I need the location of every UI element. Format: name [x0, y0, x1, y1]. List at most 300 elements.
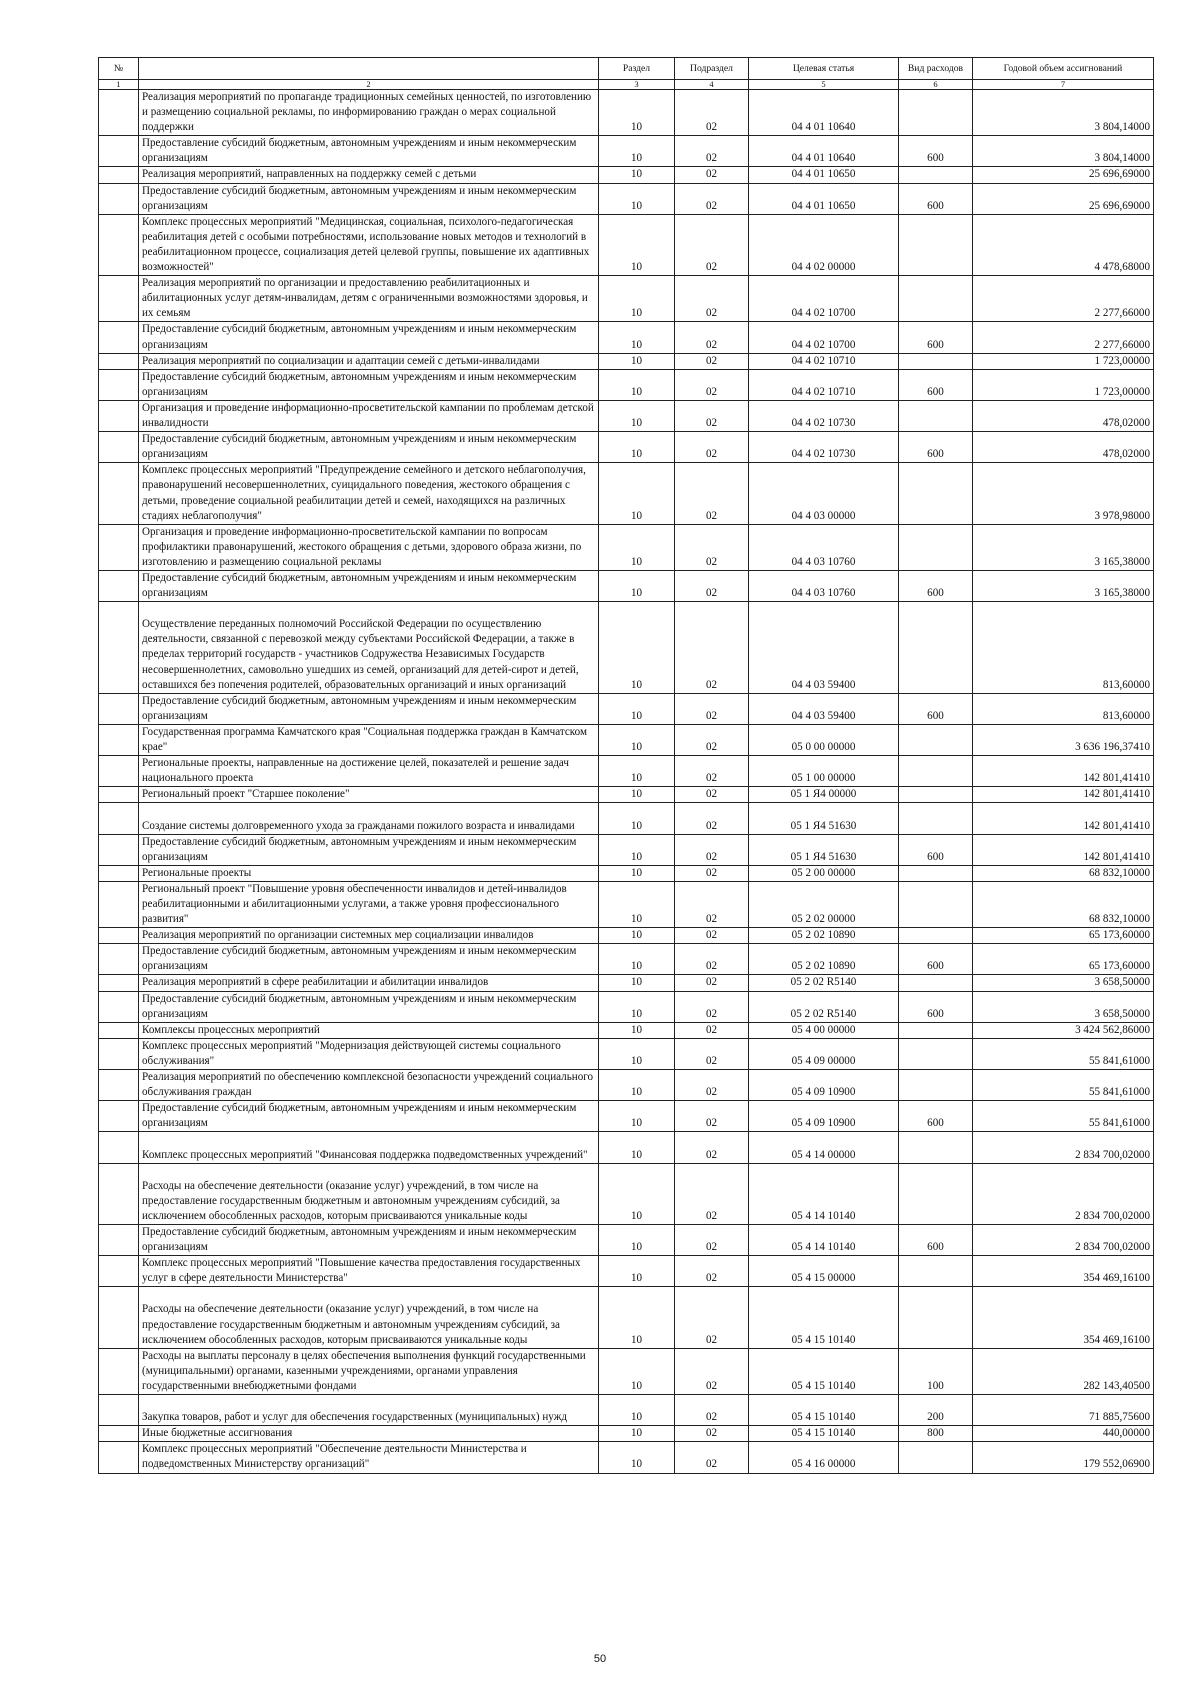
- cell-razdel: 10: [599, 276, 675, 322]
- column-number: 5: [749, 80, 899, 90]
- cell-razdel: 10: [599, 865, 675, 881]
- cell-podrazdel: 02: [675, 1070, 749, 1101]
- cell-name: Предоставление субсидий бюджетным, автономным учреждениям и иным некоммерческим организациям: [139, 1101, 599, 1132]
- cell-csr: 05 4 16 00000: [749, 1442, 899, 1473]
- table-body: [99, 90, 1154, 1474]
- cell-csr: 04 4 03 59400: [749, 602, 899, 694]
- table-row: [99, 1442, 1154, 1473]
- cell-csr: 05 4 14 00000: [749, 1132, 899, 1163]
- table-row: [99, 214, 1154, 275]
- cell-vr: 600: [899, 136, 973, 167]
- cell-amount: 65 173,60000: [973, 928, 1154, 944]
- table-row: [99, 803, 1154, 834]
- cell-name: Комплекс процессных мероприятий "Финансовая поддержка подведомственных учреждений": [139, 1132, 599, 1163]
- cell-name: Региональные проекты: [139, 865, 599, 881]
- cell-num: [99, 90, 139, 136]
- cell-vr: 800: [899, 1426, 973, 1442]
- cell-name: Комплексы процессных мероприятий: [139, 1022, 599, 1038]
- cell-razdel: 10: [599, 136, 675, 167]
- cell-name: Государственная программа Камчатского края "Социальная поддержка граждан в Камчатском крае": [139, 724, 599, 755]
- cell-name: Расходы на обеспечение деятельности (оказание услуг) учреждений, в том числе на предоставление государственным бюджетным и автономным учреждениям субсидий, за исключением обособленных расходов, которым присваиваются уникальные коды: [139, 1163, 599, 1224]
- cell-amount: 142 801,41410: [973, 756, 1154, 787]
- cell-podrazdel: 02: [675, 167, 749, 183]
- table-row: [99, 1163, 1154, 1224]
- cell-name: Расходы на выплаты персоналу в целях обеспечения выполнения функций государственными (муниципальными) органами, казенными учреждениями, органами управления государственными внебюджетными фондами: [139, 1348, 599, 1394]
- cell-amount: 25 696,69000: [973, 183, 1154, 214]
- cell-razdel: 10: [599, 693, 675, 724]
- cell-csr: 05 4 14 10140: [749, 1163, 899, 1224]
- cell-num: [99, 1395, 139, 1426]
- cell-csr: 05 4 14 10140: [749, 1224, 899, 1255]
- cell-podrazdel: 02: [675, 724, 749, 755]
- cell-vr: [899, 1287, 973, 1348]
- cell-vr: [899, 787, 973, 803]
- cell-amount: 3 804,14000: [973, 90, 1154, 136]
- cell-podrazdel: 02: [675, 693, 749, 724]
- table-row: [99, 400, 1154, 431]
- cell-razdel: 10: [599, 353, 675, 369]
- cell-razdel: 10: [599, 183, 675, 214]
- table-row: [99, 724, 1154, 755]
- cell-name: Реализация мероприятий по организации системных мер социализации инвалидов: [139, 928, 599, 944]
- cell-podrazdel: 02: [675, 1348, 749, 1394]
- table-row: [99, 881, 1154, 927]
- cell-name: Комплекс процессных мероприятий "Модернизация действующей системы социального обслуживания": [139, 1038, 599, 1069]
- cell-razdel: 10: [599, 834, 675, 865]
- cell-vr: [899, 463, 973, 524]
- cell-podrazdel: 02: [675, 524, 749, 570]
- cell-vr: 600: [899, 183, 973, 214]
- cell-num: [99, 1101, 139, 1132]
- cell-num: [99, 991, 139, 1022]
- cell-amount: 813,60000: [973, 602, 1154, 694]
- cell-amount: 354 469,16100: [973, 1287, 1154, 1348]
- cell-num: [99, 724, 139, 755]
- cell-name: Предоставление субсидий бюджетным, автономным учреждениям и иным некоммерческим организациям: [139, 944, 599, 975]
- cell-name: Предоставление субсидий бюджетным, автономным учреждениям и иным некоммерческим организациям: [139, 1224, 599, 1255]
- table-row: [99, 693, 1154, 724]
- cell-vr: 600: [899, 369, 973, 400]
- cell-num: [99, 1070, 139, 1101]
- cell-podrazdel: 02: [675, 602, 749, 694]
- cell-num: [99, 1163, 139, 1224]
- cell-name: Комплекс процессных мероприятий "Медицинская, социальная, психолого-педагогическая реабилитация детей с особыми потребностями, использование новых методов и технологий в реабилитационном процессе, социализация детей целевой группы, повышение их адаптивных возможностей": [139, 214, 599, 275]
- cell-csr: 04 4 02 10710: [749, 353, 899, 369]
- cell-amount: 2 277,66000: [973, 322, 1154, 353]
- cell-num: [99, 928, 139, 944]
- cell-razdel: 10: [599, 944, 675, 975]
- cell-podrazdel: 02: [675, 1224, 749, 1255]
- column-number: 1: [99, 80, 139, 90]
- cell-amount: 4 478,68000: [973, 214, 1154, 275]
- cell-num: [99, 183, 139, 214]
- cell-podrazdel: 02: [675, 90, 749, 136]
- table-row: [99, 1022, 1154, 1038]
- cell-vr: [899, 400, 973, 431]
- table-row: [99, 1348, 1154, 1394]
- cell-amount: 478,02000: [973, 400, 1154, 431]
- cell-podrazdel: 02: [675, 1101, 749, 1132]
- cell-razdel: 10: [599, 1022, 675, 1038]
- table-row: [99, 369, 1154, 400]
- cell-podrazdel: 02: [675, 944, 749, 975]
- cell-vr: 600: [899, 1101, 973, 1132]
- cell-name: Предоставление субсидий бюджетным, автономным учреждениям и иным некоммерческим организациям: [139, 369, 599, 400]
- cell-csr: 05 4 09 00000: [749, 1038, 899, 1069]
- table-row: [99, 944, 1154, 975]
- cell-amount: 3 165,38000: [973, 570, 1154, 601]
- cell-amount: 354 469,16100: [973, 1256, 1154, 1287]
- cell-podrazdel: 02: [675, 570, 749, 601]
- cell-vr: [899, 803, 973, 834]
- cell-razdel: 10: [599, 1163, 675, 1224]
- table-row: [99, 353, 1154, 369]
- cell-num: [99, 276, 139, 322]
- cell-num: [99, 570, 139, 601]
- cell-amount: 3 636 196,37410: [973, 724, 1154, 755]
- cell-razdel: 10: [599, 756, 675, 787]
- cell-vr: [899, 214, 973, 275]
- cell-vr: [899, 724, 973, 755]
- cell-csr: 05 4 15 10140: [749, 1348, 899, 1394]
- cell-amount: 65 173,60000: [973, 944, 1154, 975]
- cell-name: Реализация мероприятий по организации и предоставлению реабилитационных и абилитационных услуг детям-инвалидам, детям с ограниченными возможностями здоровья, и их семьям: [139, 276, 599, 322]
- cell-name: Комплекс процессных мероприятий "Обеспечение деятельности Министерства и подведомственных Министерству организаций": [139, 1442, 599, 1473]
- cell-csr: 05 4 15 10140: [749, 1287, 899, 1348]
- cell-amount: 2 834 700,02000: [973, 1224, 1154, 1255]
- cell-razdel: 10: [599, 1426, 675, 1442]
- table-row: [99, 276, 1154, 322]
- cell-amount: 142 801,41410: [973, 834, 1154, 865]
- cell-amount: 142 801,41410: [973, 787, 1154, 803]
- cell-razdel: 10: [599, 400, 675, 431]
- cell-csr: 04 4 02 10710: [749, 369, 899, 400]
- cell-amount: 3 424 562,86000: [973, 1022, 1154, 1038]
- cell-podrazdel: 02: [675, 928, 749, 944]
- cell-podrazdel: 02: [675, 787, 749, 803]
- cell-vr: 600: [899, 570, 973, 601]
- cell-num: [99, 1038, 139, 1069]
- cell-csr: 04 4 03 59400: [749, 693, 899, 724]
- cell-num: [99, 136, 139, 167]
- cell-amount: 55 841,61000: [973, 1070, 1154, 1101]
- header-name: [139, 58, 599, 80]
- cell-num: [99, 1022, 139, 1038]
- cell-razdel: 10: [599, 1224, 675, 1255]
- cell-vr: [899, 1256, 973, 1287]
- cell-csr: 05 4 15 10140: [749, 1426, 899, 1442]
- cell-amount: 71 885,75600: [973, 1395, 1154, 1426]
- cell-podrazdel: 02: [675, 1038, 749, 1069]
- cell-vr: [899, 276, 973, 322]
- cell-name: Реализация мероприятий в сфере реабилитации и абилитации инвалидов: [139, 975, 599, 991]
- table-row: [99, 1395, 1154, 1426]
- table-row: [99, 991, 1154, 1022]
- cell-razdel: 10: [599, 167, 675, 183]
- cell-num: [99, 834, 139, 865]
- cell-razdel: 10: [599, 803, 675, 834]
- table-row: [99, 183, 1154, 214]
- cell-amount: 282 143,40500: [973, 1348, 1154, 1394]
- budget-table: [98, 57, 1154, 1474]
- cell-name: Предоставление субсидий бюджетным, автономным учреждениям и иным некоммерческим организациям: [139, 834, 599, 865]
- cell-num: [99, 803, 139, 834]
- cell-csr: 05 2 00 00000: [749, 865, 899, 881]
- cell-num: [99, 787, 139, 803]
- cell-num: [99, 1256, 139, 1287]
- cell-podrazdel: 02: [675, 1426, 749, 1442]
- cell-csr: 05 2 02 10890: [749, 944, 899, 975]
- cell-num: [99, 602, 139, 694]
- cell-razdel: 10: [599, 787, 675, 803]
- cell-podrazdel: 02: [675, 322, 749, 353]
- cell-csr: 04 4 03 00000: [749, 463, 899, 524]
- column-number: 6: [899, 80, 973, 90]
- column-number: 2: [139, 80, 599, 90]
- cell-razdel: 10: [599, 991, 675, 1022]
- cell-csr: 04 4 01 10640: [749, 90, 899, 136]
- cell-vr: 100: [899, 1348, 973, 1394]
- cell-num: [99, 756, 139, 787]
- cell-amount: 813,60000: [973, 693, 1154, 724]
- table-row: [99, 1426, 1154, 1442]
- cell-csr: 05 1 Я4 00000: [749, 787, 899, 803]
- cell-csr: 05 4 15 00000: [749, 1256, 899, 1287]
- cell-csr: 04 4 02 00000: [749, 214, 899, 275]
- table-row: [99, 975, 1154, 991]
- cell-podrazdel: 02: [675, 463, 749, 524]
- cell-num: [99, 322, 139, 353]
- cell-csr: 05 4 15 10140: [749, 1395, 899, 1426]
- cell-num: [99, 353, 139, 369]
- cell-csr: 05 2 02 R5140: [749, 975, 899, 991]
- cell-vr: [899, 1022, 973, 1038]
- cell-amount: 3 804,14000: [973, 136, 1154, 167]
- cell-vr: [899, 1132, 973, 1163]
- cell-csr: 04 4 02 10700: [749, 276, 899, 322]
- cell-amount: 2 834 700,02000: [973, 1132, 1154, 1163]
- cell-num: [99, 463, 139, 524]
- cell-csr: 05 4 00 00000: [749, 1022, 899, 1038]
- cell-vr: 600: [899, 693, 973, 724]
- cell-razdel: 10: [599, 602, 675, 694]
- cell-name: Предоставление субсидий бюджетным, автономным учреждениям и иным некоммерческим организациям: [139, 322, 599, 353]
- cell-csr: 05 2 02 10890: [749, 928, 899, 944]
- cell-razdel: 10: [599, 1070, 675, 1101]
- cell-podrazdel: 02: [675, 1163, 749, 1224]
- cell-vr: [899, 524, 973, 570]
- cell-podrazdel: 02: [675, 276, 749, 322]
- cell-podrazdel: 02: [675, 1022, 749, 1038]
- cell-csr: 05 0 00 00000: [749, 724, 899, 755]
- cell-csr: 04 4 01 10650: [749, 167, 899, 183]
- cell-razdel: 10: [599, 214, 675, 275]
- cell-csr: 04 4 01 10650: [749, 183, 899, 214]
- page-number: 50: [593, 1653, 607, 1665]
- cell-podrazdel: 02: [675, 432, 749, 463]
- cell-csr: 05 4 09 10900: [749, 1070, 899, 1101]
- cell-razdel: 10: [599, 90, 675, 136]
- cell-podrazdel: 02: [675, 881, 749, 927]
- cell-csr: 04 4 01 10640: [749, 136, 899, 167]
- cell-podrazdel: 02: [675, 975, 749, 991]
- cell-razdel: 10: [599, 1395, 675, 1426]
- cell-num: [99, 1348, 139, 1394]
- cell-razdel: 10: [599, 1038, 675, 1069]
- cell-podrazdel: 02: [675, 1256, 749, 1287]
- table-row: [99, 1101, 1154, 1132]
- cell-podrazdel: 02: [675, 865, 749, 881]
- cell-amount: 3 165,38000: [973, 524, 1154, 570]
- cell-num: [99, 214, 139, 275]
- cell-amount: 3 978,98000: [973, 463, 1154, 524]
- cell-name: Региональный проект "Повышение уровня обеспеченности инвалидов и детей-инвалидов реабилитационными и абилитационными услугами, а также уровня профессионального развития": [139, 881, 599, 927]
- cell-podrazdel: 02: [675, 1287, 749, 1348]
- cell-amount: 25 696,69000: [973, 167, 1154, 183]
- cell-num: [99, 167, 139, 183]
- table-row: [99, 322, 1154, 353]
- cell-razdel: 10: [599, 1101, 675, 1132]
- cell-razdel: 10: [599, 1132, 675, 1163]
- table-row: [99, 1256, 1154, 1287]
- cell-razdel: 10: [599, 524, 675, 570]
- cell-name: Закупка товаров, работ и услуг для обеспечения государственных (муниципальных) нужд: [139, 1395, 599, 1426]
- table-row: [99, 1287, 1154, 1348]
- cell-amount: 68 832,10000: [973, 865, 1154, 881]
- cell-amount: 179 552,06900: [973, 1442, 1154, 1473]
- cell-csr: 04 4 02 10700: [749, 322, 899, 353]
- cell-vr: [899, 167, 973, 183]
- cell-name: Реализация мероприятий по пропаганде традиционных семейных ценностей, по изготовлению и размещению социальной рекламы, по информированию граждан о мерах социальной поддержки: [139, 90, 599, 136]
- cell-podrazdel: 02: [675, 1395, 749, 1426]
- cell-vr: [899, 1163, 973, 1224]
- cell-csr: 05 1 Я4 51630: [749, 834, 899, 865]
- cell-amount: 440,00000: [973, 1426, 1154, 1442]
- cell-csr: 05 2 02 R5140: [749, 991, 899, 1022]
- cell-name: Организация и проведение информационно-просветительской кампании по проблемам детской инвалидности: [139, 400, 599, 431]
- cell-csr: 04 4 03 10760: [749, 524, 899, 570]
- table-row: [99, 90, 1154, 136]
- cell-name: Предоставление субсидий бюджетным, автономным учреждениям и иным некоммерческим организациям: [139, 693, 599, 724]
- cell-podrazdel: 02: [675, 400, 749, 431]
- cell-num: [99, 1442, 139, 1473]
- cell-razdel: 10: [599, 463, 675, 524]
- table-row: [99, 865, 1154, 881]
- cell-vr: [899, 865, 973, 881]
- cell-name: Комплекс процессных мероприятий "Предупреждение семейного и детского неблагополучия, правонарушений несовершеннолетних, суицидального поведения, жестокого обращения с детьми, проведение социальной реабилитации детей и семей, находящихся на различных стадиях неблагополучия": [139, 463, 599, 524]
- cell-name: Создание системы долговременного ухода за гражданами пожилого возраста и инвалидами: [139, 803, 599, 834]
- table-row: [99, 570, 1154, 601]
- table-row: [99, 756, 1154, 787]
- table-row: [99, 602, 1154, 694]
- cell-name: Предоставление субсидий бюджетным, автономным учреждениям и иным некоммерческим организациям: [139, 183, 599, 214]
- cell-vr: 600: [899, 432, 973, 463]
- cell-name: Реализация мероприятий по социализации и адаптации семей с детьми-инвалидами: [139, 353, 599, 369]
- cell-razdel: 10: [599, 1348, 675, 1394]
- cell-vr: [899, 353, 973, 369]
- table-row: [99, 167, 1154, 183]
- cell-num: [99, 1287, 139, 1348]
- cell-amount: 478,02000: [973, 432, 1154, 463]
- cell-name: Реализация мероприятий по обеспечению комплексной безопасности учреждений социального обслуживания граждан: [139, 1070, 599, 1101]
- cell-vr: 600: [899, 1224, 973, 1255]
- cell-name: Комплекс процессных мероприятий "Повышение качества предоставления государственных услуг в сфере деятельности Министерства": [139, 1256, 599, 1287]
- cell-num: [99, 975, 139, 991]
- cell-num: [99, 400, 139, 431]
- cell-csr: 05 1 00 00000: [749, 756, 899, 787]
- cell-razdel: 10: [599, 928, 675, 944]
- header-podrazdel: Подраздел: [675, 58, 749, 80]
- cell-num: [99, 432, 139, 463]
- cell-razdel: 10: [599, 881, 675, 927]
- cell-vr: [899, 1442, 973, 1473]
- table-row: [99, 524, 1154, 570]
- cell-amount: 142 801,41410: [973, 803, 1154, 834]
- cell-name: Предоставление субсидий бюджетным, автономным учреждениям и иным некоммерческим организациям: [139, 570, 599, 601]
- cell-razdel: 10: [599, 570, 675, 601]
- table-row: [99, 1070, 1154, 1101]
- table-row: [99, 928, 1154, 944]
- cell-vr: [899, 602, 973, 694]
- table-row: [99, 834, 1154, 865]
- cell-vr: [899, 928, 973, 944]
- cell-name: Предоставление субсидий бюджетным, автономным учреждениям и иным некоммерческим организациям: [139, 991, 599, 1022]
- header-row: [99, 58, 1154, 80]
- cell-razdel: 10: [599, 432, 675, 463]
- table-row: [99, 1224, 1154, 1255]
- cell-name: Организация и проведение информационно-просветительской кампании по вопросам профилактики правонарушений, жестокого обращения с детьми, здорового образа жизни, по изготовлению и размещению социальной рекламы: [139, 524, 599, 570]
- cell-vr: [899, 90, 973, 136]
- cell-csr: 04 4 02 10730: [749, 432, 899, 463]
- cell-amount: 1 723,00000: [973, 353, 1154, 369]
- cell-amount: 3 658,50000: [973, 991, 1154, 1022]
- column-numbers-row: [99, 80, 1154, 90]
- cell-vr: [899, 1070, 973, 1101]
- cell-num: [99, 881, 139, 927]
- cell-razdel: 10: [599, 322, 675, 353]
- cell-podrazdel: 02: [675, 834, 749, 865]
- cell-vr: 600: [899, 944, 973, 975]
- cell-vr: [899, 881, 973, 927]
- cell-podrazdel: 02: [675, 183, 749, 214]
- cell-vr: [899, 1038, 973, 1069]
- table-row: [99, 787, 1154, 803]
- cell-csr: 04 4 03 10760: [749, 570, 899, 601]
- cell-razdel: 10: [599, 724, 675, 755]
- cell-name: Предоставление субсидий бюджетным, автономным учреждениям и иным некоммерческим организациям: [139, 432, 599, 463]
- cell-podrazdel: 02: [675, 136, 749, 167]
- cell-csr: 05 2 02 00000: [749, 881, 899, 927]
- cell-amount: 55 841,61000: [973, 1101, 1154, 1132]
- cell-num: [99, 369, 139, 400]
- column-number: 7: [973, 80, 1154, 90]
- cell-razdel: 10: [599, 1287, 675, 1348]
- cell-podrazdel: 02: [675, 803, 749, 834]
- cell-amount: 1 723,00000: [973, 369, 1154, 400]
- cell-num: [99, 865, 139, 881]
- cell-razdel: 10: [599, 369, 675, 400]
- cell-podrazdel: 02: [675, 1442, 749, 1473]
- header-razdel: Раздел: [599, 58, 675, 80]
- cell-vr: 600: [899, 834, 973, 865]
- cell-amount: 2 277,66000: [973, 276, 1154, 322]
- cell-podrazdel: 02: [675, 369, 749, 400]
- cell-amount: 3 658,50000: [973, 975, 1154, 991]
- table-row: [99, 1038, 1154, 1069]
- cell-vr: 600: [899, 991, 973, 1022]
- cell-amount: 2 834 700,02000: [973, 1163, 1154, 1224]
- cell-name: Региональный проект "Старшее поколение": [139, 787, 599, 803]
